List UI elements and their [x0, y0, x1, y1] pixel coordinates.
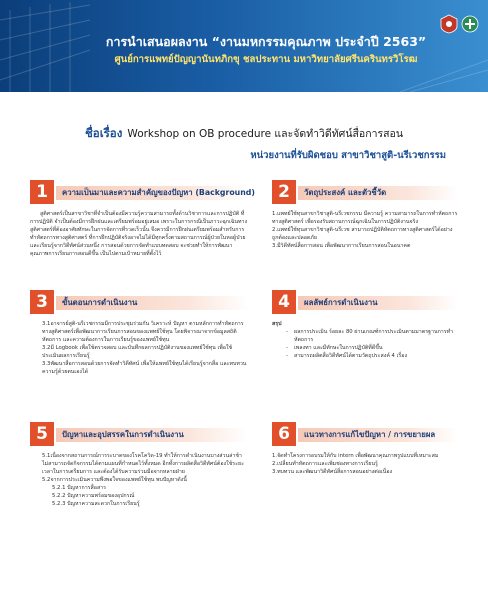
sub-item: 5.2.2 ปัญหาความพร้อมของอุปกรณ์ — [52, 493, 135, 499]
section-2-card — [272, 180, 458, 258]
section-title-bar — [298, 186, 458, 200]
section-body — [272, 320, 458, 360]
list-item: 2.เปลี่ยนทำหัตถการและเพิ่มช่องทางการเรียนรู้ — [272, 461, 378, 467]
section-list — [272, 210, 458, 250]
list-item: 2.แพทย์ใช้ทุนสาขาวิชาสูติ-นรีเวช สามารถปฏิบัติหัตถการทางสูติศาสตร์ได้อย่างถูกต้องและปลอดภัย — [272, 227, 453, 241]
section-title: วัตถุประสงค์ และตัวชี้วัด — [304, 188, 387, 197]
section-title: ความเป็นมาและความสำคัญของปัญหา (Background) — [62, 188, 255, 197]
hospital-logo-icon — [461, 14, 479, 34]
section-number: 3 — [30, 290, 54, 314]
section-number: 2 — [272, 180, 296, 204]
responsible-unit: หน่วยงานที่รับผิดชอบ สาขาวิชาสูติ-นรีเวชกรรม — [250, 150, 446, 161]
subject-text: Workshop on OB procedure และจัดทำวิดีทัศน์สื่อการสอน — [127, 128, 404, 140]
section-number: 1 — [30, 180, 54, 204]
list-item: 3.2มี Logbook เพื่อใช้ตรวจสอบ และบันทึกผลการปฏิบัติงานของแพทย์ใช้ทุน เพื่อใช้ประเมินผลการเรียนรู้ — [42, 345, 233, 359]
section-4-card — [272, 290, 458, 380]
header-subtitle: ศูนย์การแพทย์ปัญญานันทภิกขุ ชลประทาน มหาวิทยาลัยศรีนครินทรวิโรฒ — [114, 54, 418, 65]
section-title: ปัญหาและอุปสรรคในการดำเนินงาน — [62, 430, 184, 439]
sub-item: 5.2.3 ปัญหาความสะดวกในการเรียนรู้ — [52, 501, 140, 507]
section-number: 4 — [272, 290, 296, 314]
section-list — [272, 452, 458, 476]
section-title-bar — [298, 428, 458, 442]
section-body — [30, 210, 248, 258]
header-banner — [0, 0, 488, 92]
section-title-bar — [56, 428, 248, 442]
summary-label: สรุป — [272, 321, 282, 327]
sub-item: 5.2.1 ปัญหาการสื่อสาร — [52, 485, 106, 491]
list-item: - เพลงทา และมีทักษะในการปฏิบัติที่ดีขึ้น — [286, 345, 383, 351]
list-item: 3.3พัฒนาสื่อการสอนด้วยการจัดทำวิดีทัศน์ เพื่อให้แพทย์ใช้ทุนได้เรียนรู้จากสื่อ และทบทวนความรู้ด้วยตนเองได้ — [42, 361, 247, 375]
section-list — [272, 328, 458, 360]
section-number: 6 — [272, 422, 296, 446]
section-paragraph: สูติศาสตร์เป็นสาขาวิชาที่จำเป็นต้องมีความรู้ความสามารถทั้งด้านวิชาการและการปฏิบัติ ที่การปฏิบัติ จำเป็นต้องมีการฝึกฝนและเตรียมพร้อมอยู่เสมอ เพราะในการกรณีเป็นภาวะฉุกเฉินทางสูติศาสตร์ที่ต้องอาศัยทักษะในการจัดการที่รวดเร็วนั้น จึงควรมีการฝึกฝนเตรียมพร้อมสำหรับการทำหัตถการทางสูติศาสตร์ ที่การฝึกปฏิบัติจริงอาจไม่ได้มีทุกครั้งตามสถานการณ์ผู้ป่วยในหอผู้ป่วย และเรียนรู้จากวิดีทัศน์ส่วนหนึ่ง การสอนด้วยการจัดทำแบบทดสอบ จะช่วยทำให้การพัฒนาคุณภาพการเรียนการสอนดีขึ้น เป็นไปตามเป้าหมายที่ตั้งไว้ — [30, 211, 248, 257]
sub-list — [30, 484, 248, 508]
section-list — [30, 452, 248, 508]
section-title-bar — [56, 296, 248, 310]
list-item: 3.มีวิดีทัศน์สื่อการสอน เพื่อพัฒนาการเรียนการสอนในอนาคต — [272, 243, 411, 249]
section-3-card — [30, 290, 248, 380]
section-1-card — [30, 180, 255, 258]
subject-label: ชื่อเรื่อง — [84, 126, 123, 140]
list-item: 3.1อาจารย์สูติ-นรีเวชกรรมมีการประชุมร่วมกัน วิเคราะห์ ปัญหา ตามหลักการทำหัตถการทางสูติศาสตร์เพื่อพัฒนาการเรียนการสอนของแพทย์ใช้ทุน โดยพิจารณาจากข้อมูลสถิติหัตถการ และความต้องการในการเรียนรู้ของแพทย์ใช้ทุน — [42, 321, 244, 343]
list-item: - สามารถผลิตสื่อวิดีทัศน์ได้ตามวัตถุประสงค์ 4 เรื่อง — [286, 353, 408, 359]
section-title: แนวทางการแก้ไขปัญหา / การขยายผล — [304, 430, 436, 439]
section-5-card — [30, 422, 248, 572]
university-logo-icon — [440, 14, 458, 34]
list-item: 5.1เนื่องจากสถานการณ์การระบาดของโรคโควิด-19 ทำให้การดำเนินงานบางส่วนล่าช้า ไม่สามารถจัดกิจกรรมได้ตามแผนที่กำหนดไว้ทั้งหมด อีกทั้งการผลิตสื่อวิดีทัศน์ต้องใช้ระยะเวลาในการเตรียมการ และต้องได้รับความร่วมมือจากหลายฝ่าย — [42, 453, 244, 475]
section-title: ผลลัพธ์การดำเนินงาน — [304, 298, 378, 307]
list-item: 3.ทบทวน และพัฒนาวิดีทัศน์สื่อการสอนอย่างต่อเนื่อง — [272, 469, 393, 475]
list-item: 5.2จากการประเมินความพึงพอใจของแพทย์ใช้ทุน พบปัญหาดังนี้ — [42, 477, 187, 483]
section-title: ขั้นตอนการดำเนินงาน — [62, 298, 138, 307]
section-number: 5 — [30, 422, 54, 446]
section-6-card — [272, 422, 458, 522]
section-title-bar — [56, 186, 255, 200]
header-title: การนำเสนอผลงาน “งานมหกรรมคุณภาพ ประจำปี 2563” — [105, 34, 427, 49]
subject-title — [0, 122, 488, 143]
section-title-bar — [298, 296, 458, 310]
list-item: - ผลการประเมิน ร้อยละ 80 ผ่านเกณฑ์การประเมินตามมาตรฐานการทำหัตถการ — [286, 329, 454, 343]
section-list — [30, 320, 248, 376]
list-item: 1.จัดทำโครงการอบรมให้กับ intern เพื่อพัฒนาคุณภาพรูปแบบที่เหมาะสม — [272, 453, 439, 459]
list-item: 1.แพทย์ใช้ทุนสาขาวิชาสูติ-นรีเวชกรรม มีความรู้ ความสามารถในการทำหัตถการทางสูติศาสตร์ เพื่อรองรับสถานการณ์ฉุกเฉินในการปฏิบัติงานจริง — [272, 211, 458, 225]
